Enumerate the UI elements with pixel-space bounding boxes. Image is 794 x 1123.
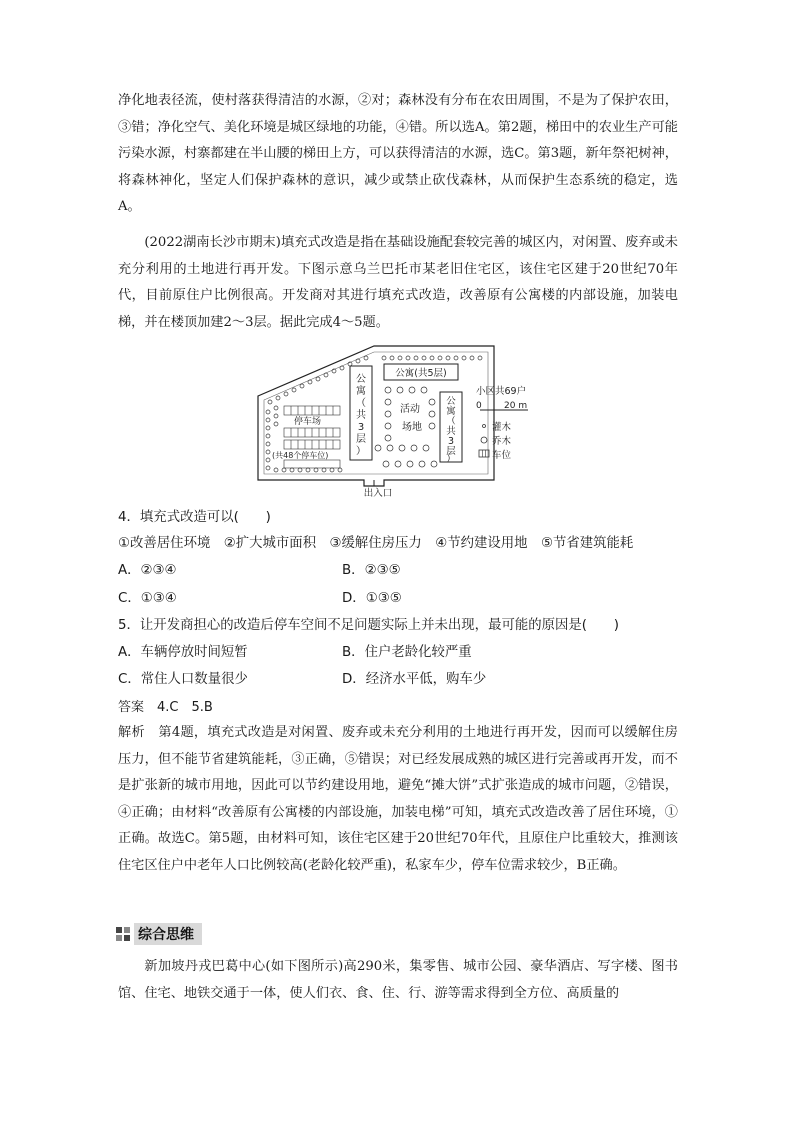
question-4-choices: ①改善居住环境 ②扩大城市面积 ③缓解住房压力 ④节约建设用地 ⑤节省建筑能耗 [118, 536, 634, 551]
question-5-option-d: D．经济水平低，购车少 [342, 672, 487, 687]
singapore-paragraph: 新加坡丹戎巴葛中心(如下图所示)高290米，集零售、城市公园、豪华酒店、写字楼、图书馆、住宅、地铁交通于一体，使人们衣、食、住、行、游等需求得到全方位、高质量的 [118, 959, 678, 1001]
residential-area-map [254, 340, 554, 502]
apt-left-char-5: 3 [357, 422, 365, 433]
question-4-option-c: C．①③④ [118, 591, 177, 606]
households-label: 小区共69户 [476, 386, 527, 397]
apt-right-char-3: （ [446, 416, 456, 427]
material-paragraph: (2022湖南长沙市期末)填充式改造是指在基础设施配套较完善的城区内，对闲置、废弃或未充分利用的土地进行再开发。下图示意乌兰巴托市某老旧住宅区，该住宅区建于20世纪70年代，目前原住户比例很高。开发商对其进行填充式改造，改善原有公寓楼的内部设施，加装电梯，并在楼顶加建2～3层。据此完成4～5题。 [118, 235, 678, 330]
apt-right-char-5: 3 [447, 436, 455, 447]
apt-left-char-6: 层 [356, 434, 366, 445]
parking-label: 停车场 [294, 417, 322, 427]
analysis-paragraph: 解析 第4题，填充式改造是对闲置、废弃或未充分利用的土地进行再开发，因而可以缓解住房压力，但不能节省建筑能耗，③正确，⑤错误；对已经发展成熟的城区进行完善或再开发，而不是扩张新的城市用地，因此可以节约建设用地，避免“摊大饼”式扩张造成的城市问题，②错误，④正确；由材料“改善原有公寓楼的内部设施，加装电梯”可知，填充式改造改善了居住环境，①正确。故选C。第5题，由材料可知，该住宅区建于20世纪70年代，且原住户比重较大，推测该住宅区住户中老年人口比例较高(老龄化较严重)，私家车少，停车位需求较少，B正确。 [118, 725, 678, 873]
parking-legend-icon [479, 450, 489, 457]
apt-right-char-1: 公 [446, 396, 456, 407]
scale-label: 20 m [504, 401, 528, 411]
question-4-stem: 4．填充式改造可以( ) [118, 510, 271, 525]
tree-row-top [382, 356, 482, 360]
question-4-option-b: B．②③⑤ [342, 563, 401, 578]
apt-top-label: 公寓(共5层) [395, 368, 447, 379]
question-5-option-b: B．住户老龄化较严重 [342, 645, 472, 660]
tree-column-left [266, 406, 278, 470]
legend-shrub: 灌木 [492, 422, 512, 433]
apt-left-char-1: 公 [356, 374, 366, 385]
apt-right-char-7: ） [446, 454, 456, 465]
tree-legend-icon [481, 437, 487, 443]
tree-row-bottom [274, 468, 342, 472]
scale-zero: 0 [476, 401, 482, 411]
question-5-stem: 5．让开发商担心的改造后停车空间不足问题实际上并未出现，最可能的原因是( ) [118, 618, 620, 633]
shrub-legend-icon [483, 425, 486, 428]
section-header [116, 923, 202, 945]
explanation-paragraph-1: 净化地表径流，使村落获得清洁的水源，②对；森林没有分布在农田周围，不是为了保护农田，③错；净化空气、美化环境是城区绿地的功能，④错。所以选A。第2题，梯田中的农业生产可能污染水源，村寨都建在半山腰的梯田上方，可以获得清洁的水源，选C。第3题，新年祭祀树神，将森林神化，坚定人们保护森林的意识，减少或禁止砍伐森林，从而保护生态系统的稳定，选A。 [118, 93, 678, 215]
legend-tree: 乔木 [492, 436, 512, 447]
apt-left-char-3: （ [356, 398, 366, 409]
apt-right-char-2: 寓 [446, 406, 456, 417]
section-marker-icon [116, 927, 130, 941]
apt-right-char-4: 共 [446, 426, 456, 437]
activity-label-1: 活动 [400, 404, 420, 415]
parking-count-label: (共48个停车位) [272, 451, 329, 460]
apt-left-char-7: ） [356, 446, 366, 457]
question-5-option-c: C．常住人口数量很少 [118, 672, 248, 687]
apt-left-char-2: 寓 [356, 386, 366, 397]
question-4-option-a: A．②③④ [118, 563, 177, 578]
question-4-option-d: D．①③⑤ [342, 591, 402, 606]
legend-parking: 车位 [492, 450, 512, 461]
activity-label-2: 场地 [402, 422, 422, 433]
entrance-label: 出入口 [363, 488, 393, 499]
answer-line: 答案 4.C 5.B [118, 700, 213, 715]
question-5-option-a: A．车辆停放时间短暂 [118, 645, 248, 660]
section-title: 综合思维 [134, 923, 202, 945]
apt-left-char-4: 共 [356, 410, 366, 421]
apt-right-char-6: 层 [446, 446, 456, 457]
